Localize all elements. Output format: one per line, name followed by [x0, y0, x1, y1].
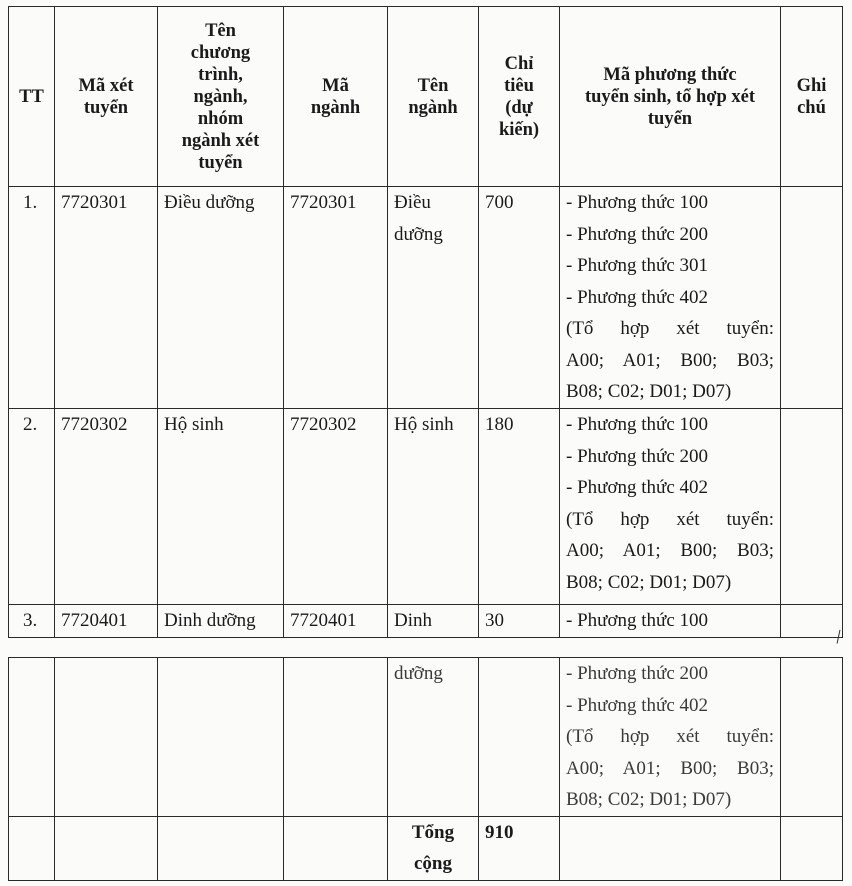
total-row [9, 816, 843, 880]
cell-ghi-chu [781, 605, 843, 638]
cell-chi-tieu: 700 [479, 187, 560, 409]
cell-ghi-chu [781, 816, 843, 880]
total-label: Tổng cộng [388, 816, 479, 880]
cell-ma-nganh: 7720301 [284, 187, 388, 409]
cell-chi-tieu [479, 658, 560, 817]
cell-ten-nganh: Điều dưỡng [388, 187, 479, 409]
table-row [9, 409, 843, 605]
cell-phuong-thuc: - Phương thức 100 - Phương thức 200 - Phương thức 402 (Tổ hợp xét tuyển: A00; A01; B00; B03; B08; C02; D01; D07) [560, 409, 781, 605]
cell-phuong-thuc: - Phương thức 100 [560, 605, 781, 638]
cell-ten-nganh: dưỡng [388, 658, 479, 817]
cell-tt [9, 816, 55, 880]
header-ma-phuong-thuc: Mã phương thức tuyển sinh, tổ hợp xét tuyển [560, 7, 781, 187]
cell-ten-chuong-trinh [158, 658, 284, 817]
cell-ma-xet-tuyen [55, 658, 158, 817]
header-chi-tieu: Chỉ tiêu (dự kiến) [479, 7, 560, 187]
table-row [9, 187, 843, 409]
table-row [9, 605, 843, 638]
cell-phuong-thuc: - Phương thức 200 - Phương thức 402 (Tổ hợp xét tuyển: A00; A01; B00; B03; B08; C02; D01; D07) [560, 658, 781, 817]
cell-ma-nganh [284, 816, 388, 880]
cell-tt: 2. [9, 409, 55, 605]
cell-tt: 3. [9, 605, 55, 638]
cell-ghi-chu [781, 409, 843, 605]
cell-ten-chuong-trinh: Hộ sinh [158, 409, 284, 605]
cell-phuong-thuc [560, 816, 781, 880]
admissions-table-continued [8, 657, 843, 881]
total-value: 910 [479, 816, 560, 880]
cell-ghi-chu [781, 658, 843, 817]
cell-ten-chuong-trinh [158, 816, 284, 880]
header-tt: TT [9, 7, 55, 187]
cell-ten-nganh: Dinh [388, 605, 479, 638]
cell-ma-nganh: 7720302 [284, 409, 388, 605]
cell-tt: 1. [9, 187, 55, 409]
header-ma-nganh: Mã ngành [284, 7, 388, 187]
cell-ma-nganh: 7720401 [284, 605, 388, 638]
cell-tt [9, 658, 55, 817]
cell-ma-xet-tuyen [55, 816, 158, 880]
header-ghi-chu: Ghi chú [781, 7, 843, 187]
cell-ma-xet-tuyen: 7720301 [55, 187, 158, 409]
cell-chi-tieu: 30 [479, 605, 560, 638]
header-ten-nganh: Tên ngành [388, 7, 479, 187]
cell-chi-tieu: 180 [479, 409, 560, 605]
cell-ten-nganh: Hộ sinh [388, 409, 479, 605]
cell-ten-chuong-trinh: Dinh dưỡng [158, 605, 284, 638]
cell-ma-xet-tuyen: 7720401 [55, 605, 158, 638]
header-ten-chuong-trinh: Tên chương trình, ngành, nhóm ngành xét tuyển [158, 7, 284, 187]
header-row [9, 7, 843, 187]
cell-phuong-thuc: - Phương thức 100 - Phương thức 200 - Phương thức 301 - Phương thức 402 (Tổ hợp xét tuyển: A00; A01; B00; B03; B08; C02; D01; D07) [560, 187, 781, 409]
admissions-table [8, 6, 843, 638]
header-ma-xet-tuyen: Mã xét tuyển [55, 7, 158, 187]
table-row-continuation [9, 658, 843, 817]
cell-ghi-chu [781, 187, 843, 409]
cell-ma-xet-tuyen: 7720302 [55, 409, 158, 605]
cell-ten-chuong-trinh: Điều dưỡng [158, 187, 284, 409]
cell-ma-nganh [284, 658, 388, 817]
